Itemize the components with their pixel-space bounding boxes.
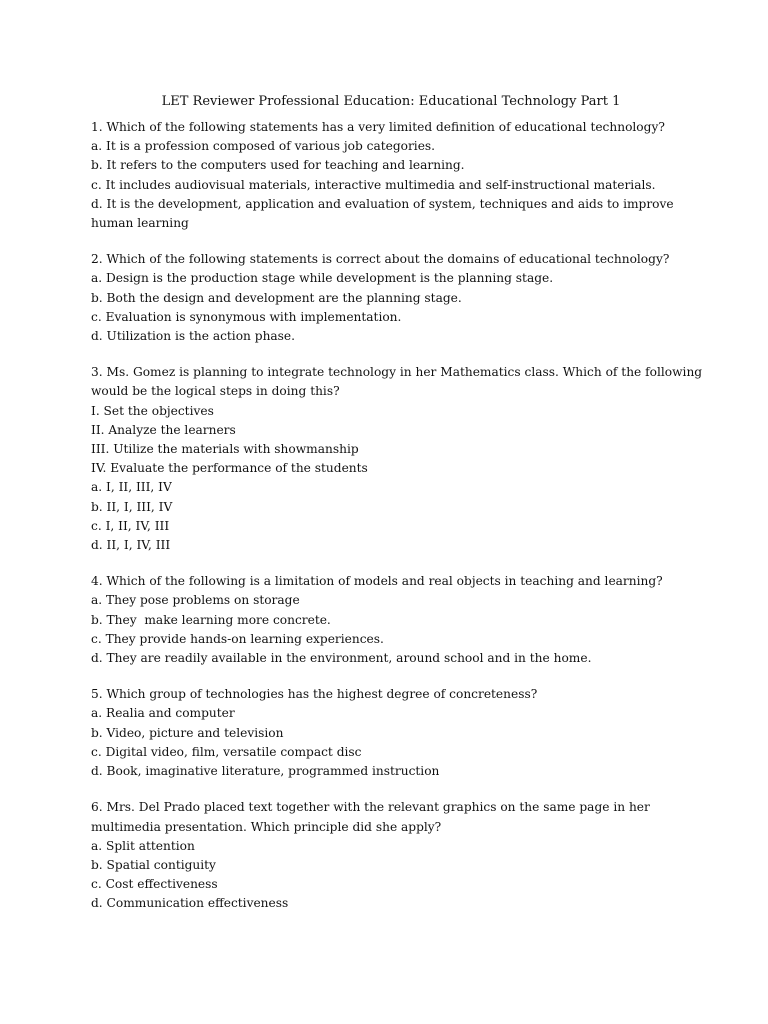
question-line: I. Set the objectives xyxy=(91,403,214,418)
question-line: c. They provide hands-on learning experiences. xyxy=(91,631,384,646)
question-line: a. Realia and computer xyxy=(91,706,235,721)
document-page xyxy=(91,92,703,931)
question-line: a. They pose problems on storage xyxy=(91,593,300,608)
document-title: LET Reviewer Professional Education: Educational Technology Part 1 xyxy=(161,94,621,109)
question-line: d. It is the development, application and evaluation of system, techniques and aids to improve xyxy=(91,196,674,211)
question-line: d. Utilization is the action phase. xyxy=(91,329,296,344)
question-line: c. Evaluation is synonymous with implementation. xyxy=(91,309,402,324)
question-line: b. Video, picture and television xyxy=(91,725,284,740)
question-line: multimedia presentation. Which principle did she apply? xyxy=(91,819,442,834)
question-4 xyxy=(91,572,691,668)
question-line: human learning xyxy=(91,216,189,231)
question-line: a. It is a profession composed of various job categories. xyxy=(91,139,436,154)
question-line: c. Digital video, film, versatile compact disc xyxy=(91,744,362,759)
question-line: b. II, I, III, IV xyxy=(91,499,173,514)
question-line: III. Utilize the materials with showmanship xyxy=(91,442,359,457)
question-3 xyxy=(91,363,703,555)
question-line: d. II, I, IV, III xyxy=(91,538,171,553)
question-text: 5. Which group of technologies has the highest degree of concreteness? xyxy=(91,687,538,702)
question-2 xyxy=(91,250,691,346)
question-list xyxy=(91,118,703,914)
question-line: a. Design is the production stage while development is the planning stage. xyxy=(91,271,554,286)
question-line: c. I, II, IV, III xyxy=(91,518,170,533)
question-line: would be the logical steps in doing this? xyxy=(91,384,340,399)
question-line: d. Communication effectiveness xyxy=(91,896,289,911)
question-line: b. Both the design and development are the planning stage. xyxy=(91,290,462,305)
question-text: 2. Which of the following statements is correct about the domains of educational technology? xyxy=(91,252,670,267)
question-text: 3. Ms. Gomez is planning to integrate technology in her Mathematics class. Which of the following xyxy=(91,365,703,380)
question-text: 1. Which of the following statements has a very limited definition of educational technology? xyxy=(91,120,665,134)
question-5 xyxy=(91,685,691,781)
question-text: 6. Mrs. Del Prado placed text together with the relevant graphics on the same page in her xyxy=(91,800,650,815)
question-line: II. Analyze the learners xyxy=(91,422,236,437)
question-line: b. Spatial contiguity xyxy=(91,857,216,872)
question-line: b. They make learning more concrete. xyxy=(91,612,331,627)
question-6 xyxy=(91,798,691,913)
question-1 xyxy=(91,118,691,233)
question-line: b. It refers to the computers used for teaching and learning. xyxy=(91,158,465,173)
question-line: d. They are readily available in the environment, around school and in the home. xyxy=(91,651,592,666)
question-text: 4. Which of the following is a limitation of models and real objects in teaching and learning? xyxy=(91,574,663,589)
question-line: c. It includes audiovisual materials, interactive multimedia and self-instructional materials. xyxy=(91,177,656,192)
question-line: a. Split attention xyxy=(91,838,195,853)
question-line: a. I, II, III, IV xyxy=(91,480,172,495)
question-line: d. Book, imaginative literature, programmed instruction xyxy=(91,764,440,779)
question-line: c. Cost effectiveness xyxy=(91,877,218,892)
question-line: IV. Evaluate the performance of the students xyxy=(91,461,368,476)
